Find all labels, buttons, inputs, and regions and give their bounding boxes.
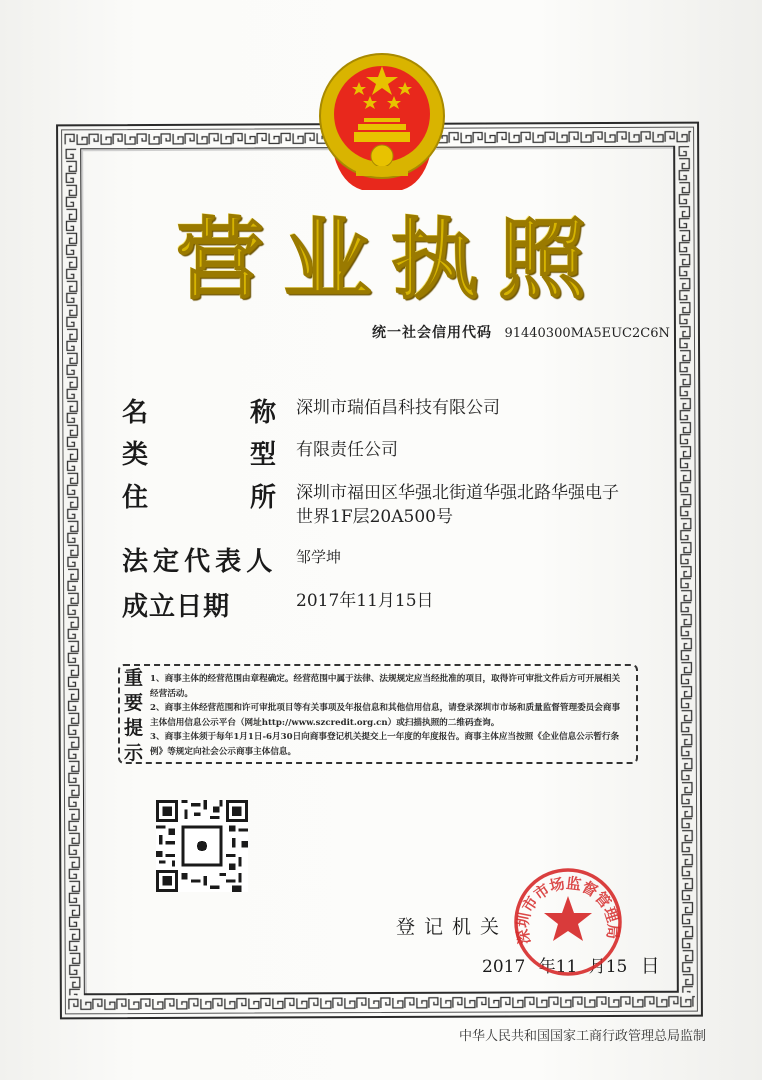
important-notice-box — [118, 664, 638, 764]
legal-rep-value: 邹学坤 — [296, 548, 342, 566]
title-char: 照 — [497, 208, 586, 311]
address-label-char-2: 所 — [250, 483, 277, 513]
notice-heading-char: 重 — [124, 667, 144, 689]
title-char: 执 — [390, 208, 479, 311]
notice-heading-char: 示 — [124, 742, 144, 764]
title-char: 业 — [283, 208, 372, 311]
established-date-value: 2017年11月15日 — [296, 591, 434, 611]
name-label-char-2: 称 — [250, 398, 277, 428]
notice-heading — [124, 668, 146, 764]
supervision-footer: 中华人民共和国国家工商行政管理总局监制 — [459, 1029, 707, 1044]
company-name-value: 深圳市瑞佰昌科技有限公司 — [296, 398, 500, 418]
title-char: 营 — [176, 208, 265, 311]
company-type-value: 有限责任公司 — [296, 440, 398, 460]
address-value-line-2: 世界1F层20A500号 — [296, 507, 453, 527]
notice-heading-char: 提 — [124, 717, 144, 739]
national-emblem-icon — [312, 44, 452, 194]
address-value-line-1: 深圳市福田区华强北街道华强北路华强电子 — [296, 483, 619, 503]
greek-key-pattern-bottom — [68, 995, 695, 1012]
issue-date-year-unit: 年 — [538, 957, 556, 977]
official-seal-icon — [512, 866, 624, 978]
credit-code-label: 统一社会信用代码 — [372, 325, 492, 341]
notice-body — [150, 672, 626, 759]
registration-authority-label: 登记机关 — [396, 916, 509, 938]
issue-date-day-unit: 日 — [640, 955, 660, 977]
unified-credit-code — [372, 322, 670, 342]
type-label-char-2: 型 — [250, 440, 277, 470]
notice-item-3: 3、商事主体须于每年1月1日-6月30日向商事登记机关提交上一年度的年度报告。商事主体应当按照《企业信息公示暂行条例》等规定向社会公示商事主体信息。 — [150, 732, 620, 757]
issue-date-month-unit: 月 — [588, 957, 606, 977]
issue-date-year: 2017 — [482, 957, 526, 977]
credit-code-value: 91440300MA5EUC2C6N — [504, 326, 670, 341]
established-date-label: 成 立 日 期 — [122, 592, 226, 622]
notice-heading-char: 要 — [124, 692, 144, 714]
seal-text: 深圳市市场监督管理局 — [513, 874, 623, 946]
name-label-char-1: 名 — [122, 398, 149, 428]
issue-date-day: 15 — [605, 957, 628, 977]
notice-item-2: 2、商事主体经营范围和许可审批项目等有关事项及年报信息和其他信用信息，请登录深圳市市场和质量监督管理委员会商事主体信用信息公示平台（网址http://www.szcredit.org.cn）或扫描执照的二维码查询。 — [150, 703, 621, 728]
notice-item-1: 1、商事主体的经营范围由章程确定。经营范围中属于法律、法规规定应当经批准的项目，取得许可审批文件后方可开展相关经营活动。 — [150, 674, 621, 699]
legal-rep-label: 法 定 代 表 人 — [122, 547, 271, 577]
document-title — [176, 208, 586, 312]
issue-date-month: 11 — [555, 957, 578, 977]
address-label-char-1: 住 — [122, 483, 149, 513]
qr-code[interactable] — [156, 800, 248, 892]
type-label-char-1: 类 — [122, 440, 149, 470]
